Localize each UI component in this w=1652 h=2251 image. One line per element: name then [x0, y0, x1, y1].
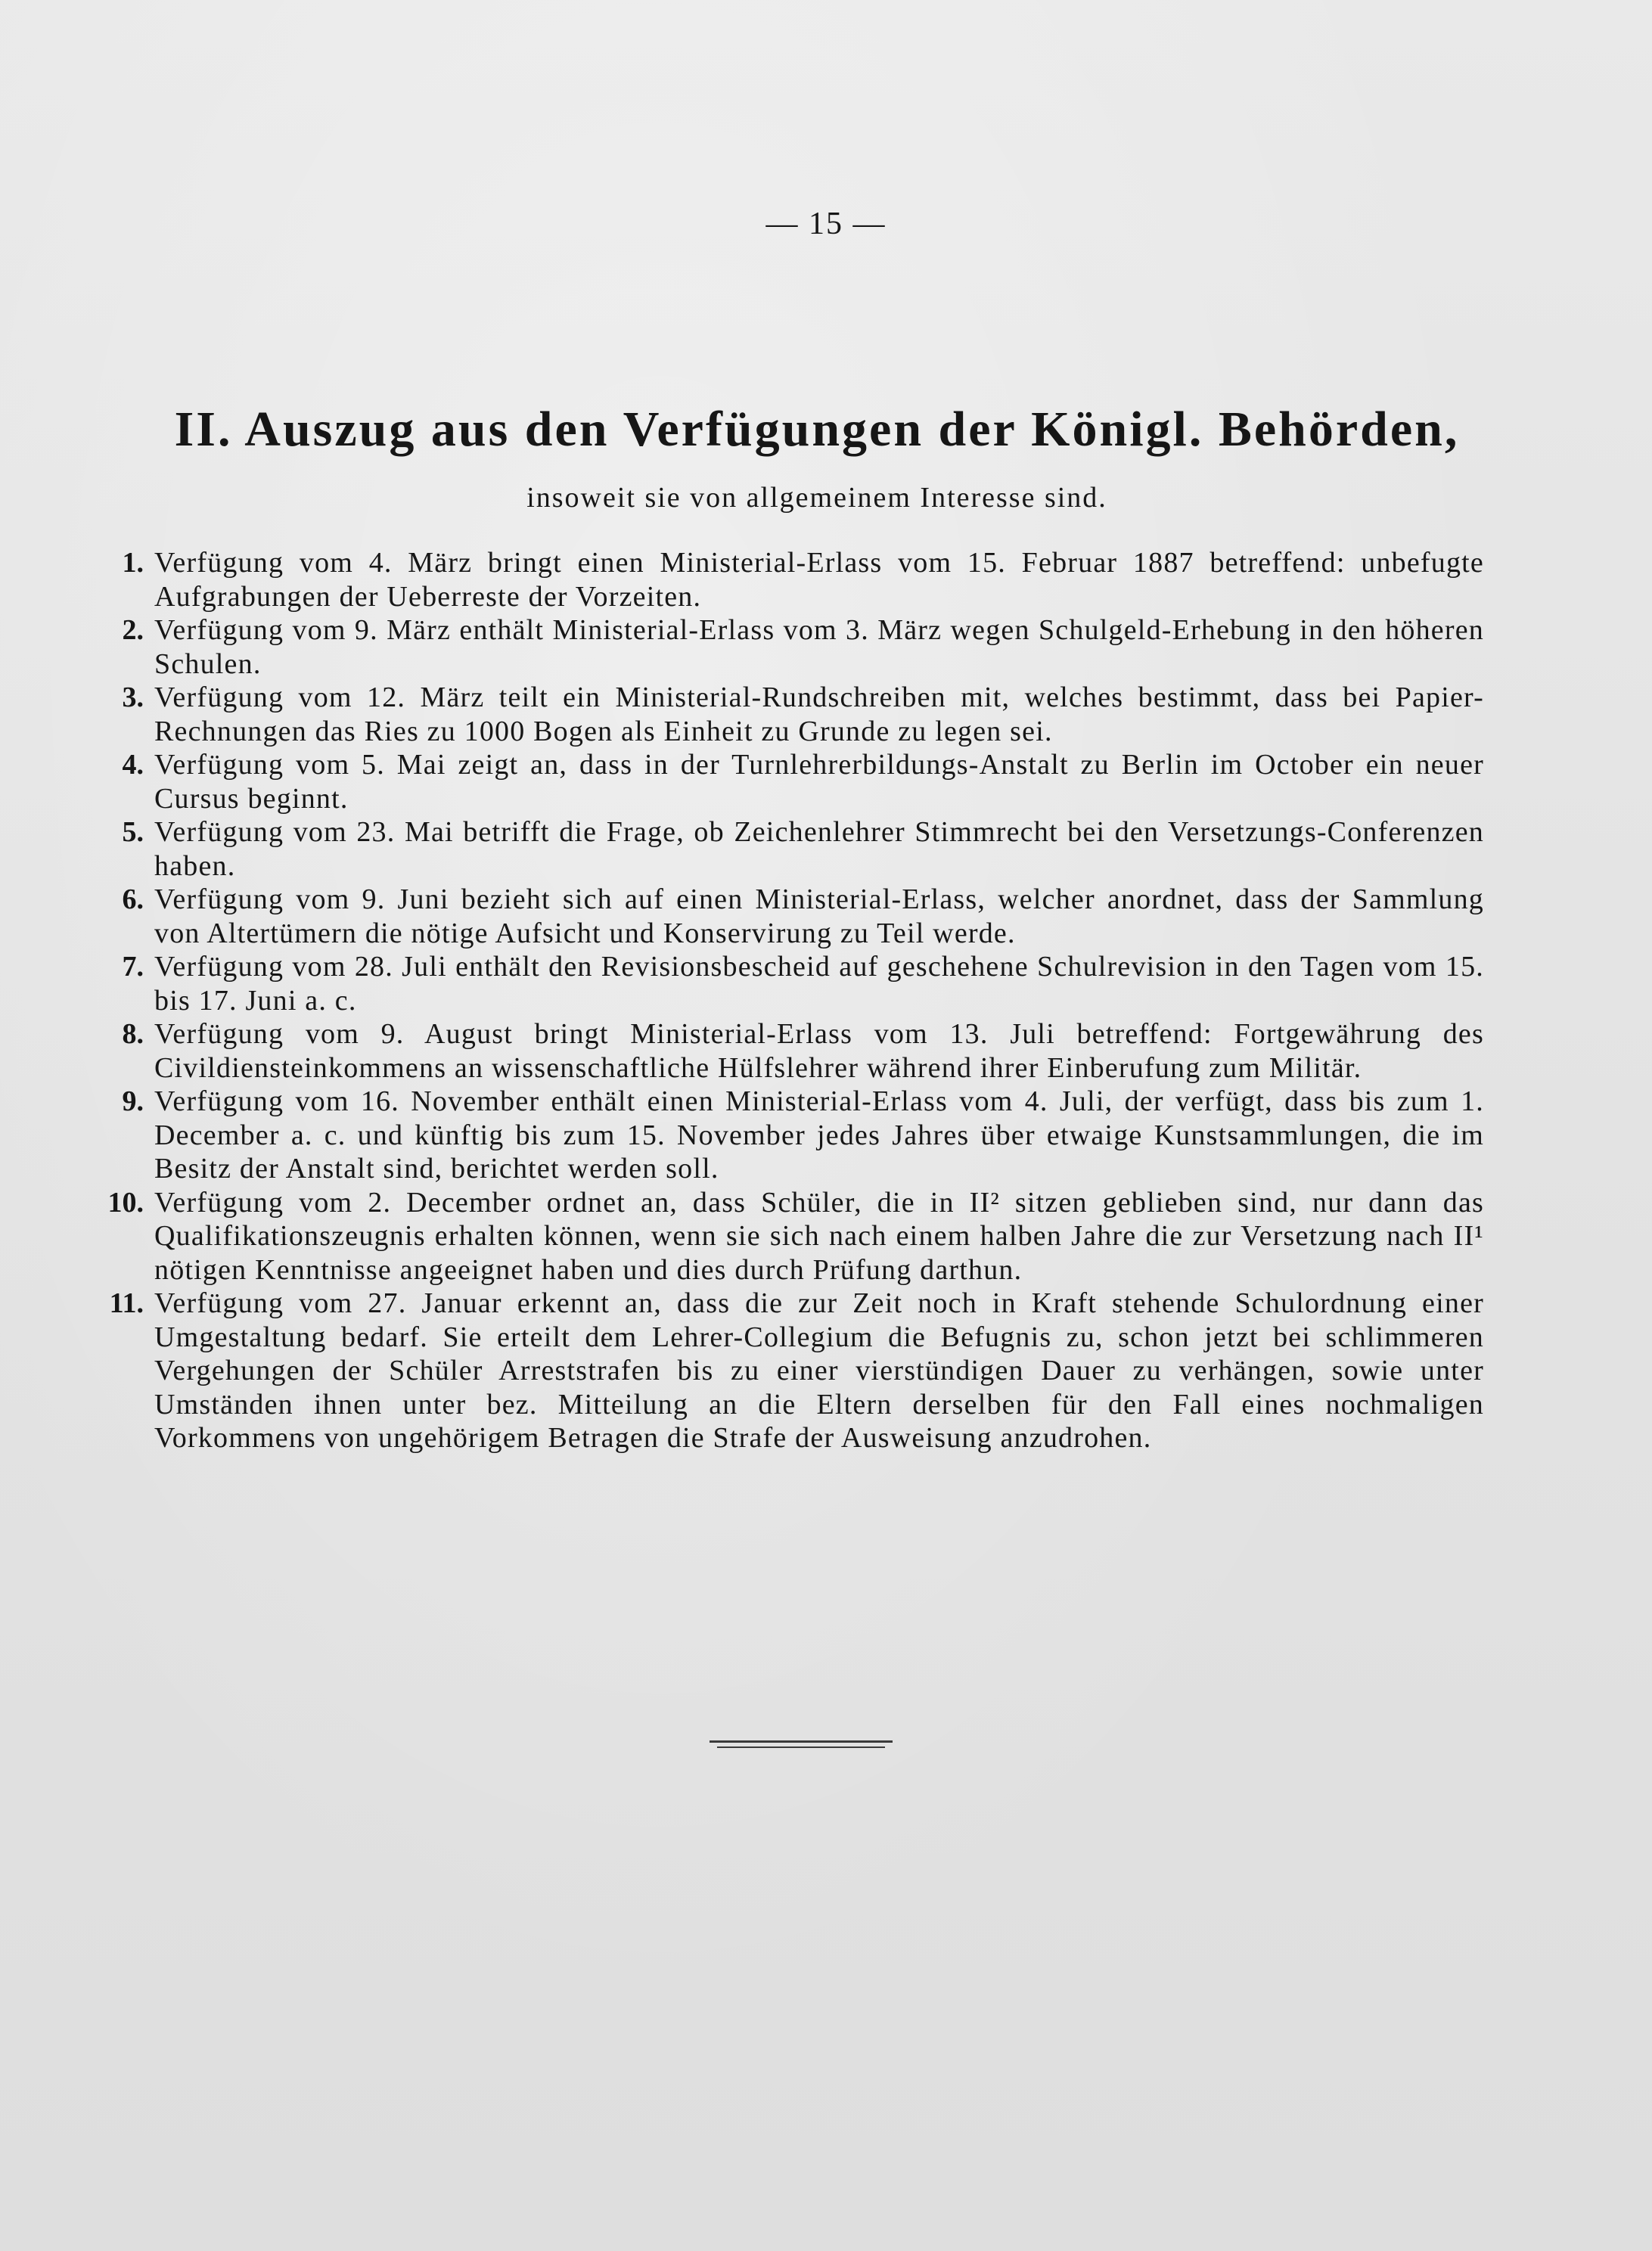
- list-item: [85, 1287, 1484, 1455]
- list-item: [85, 950, 1484, 1017]
- section-heading: II. Auszug aus den Verfügungen der Königl. Behörden,: [174, 402, 1460, 457]
- list-item: [85, 883, 1484, 950]
- item-text: Verfügung vom 2. December ordnet an, dass Schüler, die in II² sitzen geblieben sind, nur dann das Qualifikationszeugnis erhalten können, wenn sie sich nach einem halben Jahre die zur Versetzung nach II¹ nötigen Kenntnisse angeeignet haben und dies durch Prüfung darthun.: [154, 1186, 1484, 1286]
- page-number: — 15 —: [765, 206, 887, 241]
- list-item: [85, 815, 1484, 883]
- item-number: 3.: [122, 682, 144, 713]
- item-number: 6.: [122, 883, 144, 915]
- item-text: Verfügung vom 12. März teilt ein Ministerial-Rundschreiben mit, welches bestimmt, dass bei Papier-Rechnungen das Ries zu 1000 Bogen als Einheit zu Grunde zu legen sei.: [154, 682, 1484, 747]
- item-number: 5.: [122, 816, 144, 848]
- item-text: Verfügung vom 9. März enthält Ministerial-Erlass vom 3. März wegen Schulgeld-Erhebung in den höheren Schulen.: [154, 614, 1484, 680]
- list-item: [85, 1085, 1484, 1186]
- item-number: 7.: [122, 951, 144, 983]
- item-text: Verfügung vom 28. Juli enthält den Revisionsbescheid auf geschehene Schulrevision in den Tagen vom 15. bis 17. Juni a. c.: [154, 951, 1484, 1017]
- list-item: [85, 1017, 1484, 1085]
- list-item: [85, 613, 1484, 681]
- item-text: Verfügung vom 27. Januar erkennt an, dass die zur Zeit noch in Kraft stehende Schulordnung einer Umgestaltung bedarf. Sie erteilt dem Lehrer-Collegium die Befugnis zu, schon jetzt bei schlimmeren Vergehungen der Schüler Arreststrafen bis zu einer vierstündigen Dauer zu verhängen, sowie unter Umständen ihnen unter bez. Mitteilung an die Eltern derselben für den Fall eines nochmaligen Vorkommens von ungehörigem Betragen die Strafe der Ausweisung anzudrohen.: [154, 1287, 1484, 1454]
- list-item: [85, 1186, 1484, 1287]
- item-text: Verfügung vom 16. November enthält einen Ministerial-Erlass vom 4. Juli, der verfügt, dass bis zum 1. December a. c. und künftig bis zum 15. November jedes Jahres über etwaige Kunstsammlungen, die im Besitz der Anstalt sind, berichtet werden soll.: [154, 1085, 1484, 1184]
- section-subheading: insoweit sie von allgemeinem Interesse sind.: [526, 482, 1107, 514]
- item-number: 1.: [122, 547, 144, 579]
- item-number: 11.: [109, 1287, 144, 1319]
- item-number: 10.: [107, 1186, 144, 1219]
- closing-rule: [710, 1740, 893, 1743]
- decree-list: [85, 546, 1484, 1455]
- item-text: Verfügung vom 23. Mai betrifft die Frage, ob Zeichenlehrer Stimmrecht bei den Versetzungs-Conferenzen haben.: [154, 816, 1484, 882]
- item-text: Verfügung vom 4. März bringt einen Ministerial-Erlass vom 15. Februar 1887 betreffend: unbefugte Aufgrabungen der Ueberreste der Vorzeiten.: [154, 547, 1484, 613]
- item-number: 8.: [122, 1018, 144, 1050]
- item-text: Verfügung vom 9. August bringt Ministerial-Erlass vom 13. Juli betreffend: Fortgewährung des Civildiensteinkommens an wissenschaftliche Hülfslehrer während ihrer Einberufung zum Militär.: [154, 1018, 1484, 1084]
- item-number: 9.: [122, 1085, 144, 1117]
- item-number: 2.: [122, 614, 144, 646]
- closing-rule-lower: [717, 1746, 885, 1748]
- list-item: [85, 546, 1484, 613]
- item-text: Verfügung vom 9. Juni bezieht sich auf einen Ministerial-Erlass, welcher anordnet, dass der Sammlung von Altertümern die nötige Aufsicht und Konservirung zu Teil werde.: [154, 883, 1484, 949]
- item-number: 4.: [122, 749, 144, 781]
- item-text: Verfügung vom 5. Mai zeigt an, dass in der Turnlehrerbildungs-Anstalt zu Berlin im October ein neuer Cursus beginnt.: [154, 749, 1484, 815]
- list-item: [85, 748, 1484, 815]
- list-item: [85, 681, 1484, 748]
